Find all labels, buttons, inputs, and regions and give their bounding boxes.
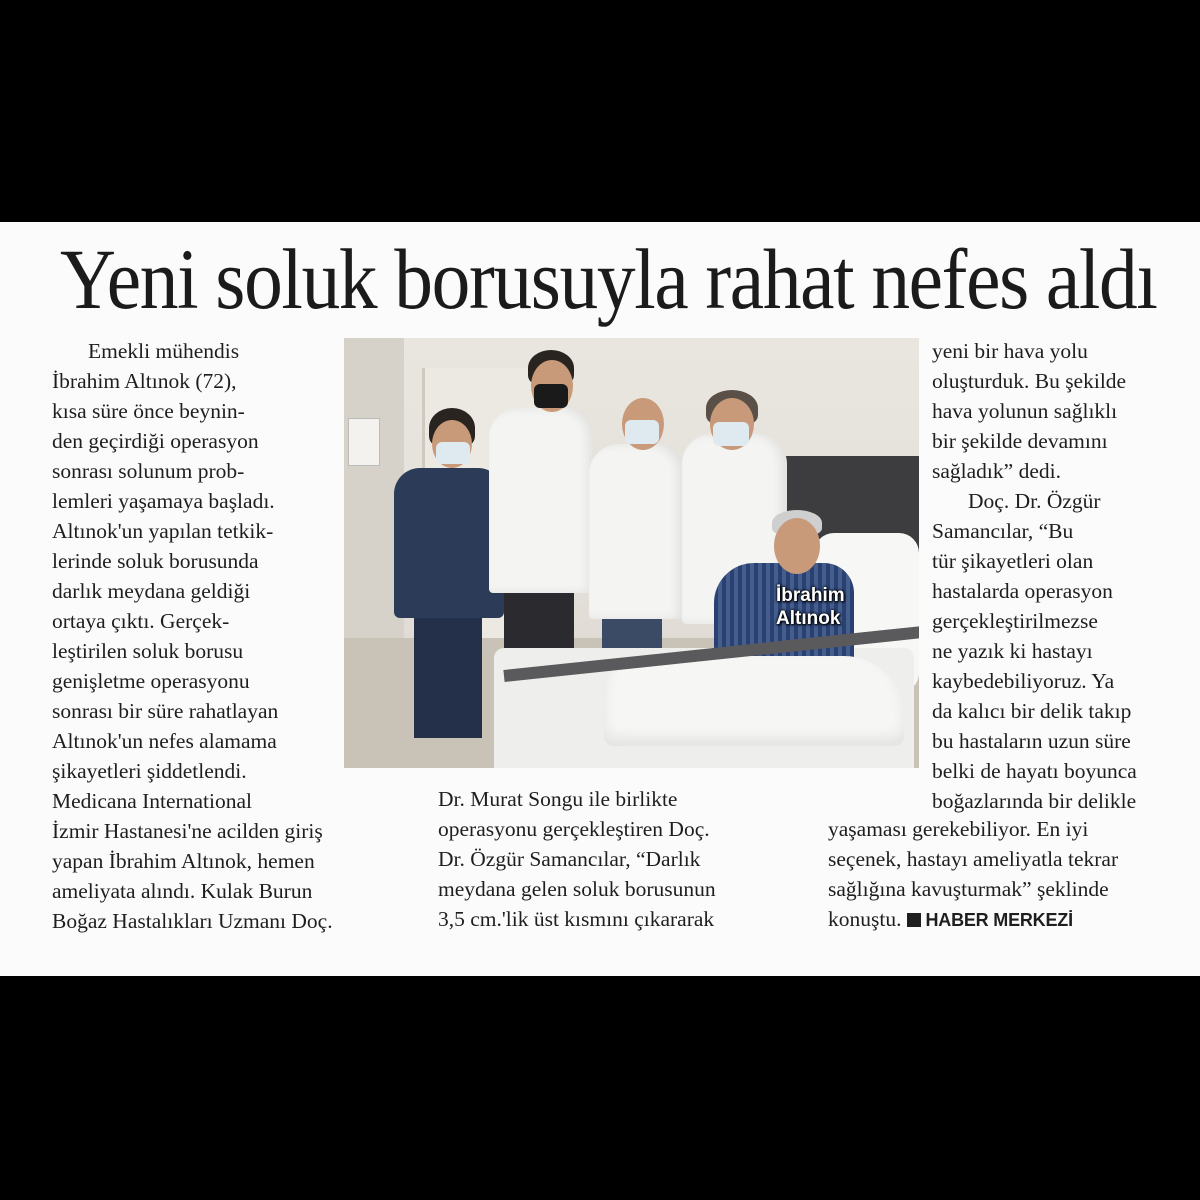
caption-line: İbrahim — [776, 585, 845, 606]
text-line: sonrası solunum prob- — [52, 459, 245, 483]
text-line: sonrası bir süre rahatlayan — [52, 699, 279, 723]
newspaper-clipping — [0, 222, 1200, 976]
text-line: Dr. Özgür Samancılar, “Darlık — [438, 847, 701, 871]
byline: HABER MERKEZİ — [925, 910, 1073, 930]
photo-blanket — [604, 656, 904, 746]
caption-line: Altınok — [776, 608, 841, 629]
text-line: tür şikayetleri olan — [932, 549, 1094, 573]
text-line: Medicana International — [52, 789, 252, 813]
text-line: lemleri yaşamaya başladı. — [52, 489, 275, 513]
text-line: yeni bir hava yolu — [932, 339, 1088, 363]
text-line: Altınok'un nefes alamama — [52, 729, 277, 753]
text-line: sağladık” dedi. — [932, 459, 1061, 483]
text-line: lerinde soluk borusunda — [52, 549, 259, 573]
text-line: İzmir Hastanesi'ne acilden giriş — [52, 819, 323, 843]
text-line: boğazlarında bir delikle — [932, 789, 1137, 813]
article-column-3-continued — [828, 814, 1188, 935]
text-line: yaşaması gerekebiliyor. En iyi — [828, 817, 1089, 841]
photo-caption — [776, 584, 845, 630]
text-line: 3,5 cm.'lik üst kısmını çıkararak — [438, 907, 715, 931]
text-line: belki de hayatı boyunca — [932, 759, 1137, 783]
text-line: ameliyata alındı. Kulak Burun — [52, 879, 313, 903]
article-column-3 — [932, 336, 1182, 816]
text-line: gerçekleştirilmezse — [932, 609, 1098, 633]
text-line: konuştu. — [828, 907, 902, 931]
text-line: bu hastaların uzun süre — [932, 729, 1131, 753]
text-line: operasyonu gerçekleştiren Doç. — [438, 817, 710, 841]
text-line: Boğaz Hastalıkları Uzmanı Doç. — [52, 909, 333, 933]
article-column-2 — [438, 784, 788, 934]
text-line: bir şekilde devamını — [932, 429, 1108, 453]
article-column-1 — [52, 336, 382, 936]
text-line: Samancılar, “Bu — [932, 519, 1074, 543]
text-line: genişletme operasyonu — [52, 669, 250, 693]
text-line: leştirilen soluk borusu — [52, 639, 244, 663]
text-line: kısa süre önce beynin- — [52, 399, 245, 423]
text-line: den geçirdiği operasyon — [52, 429, 259, 453]
article-photo — [344, 338, 919, 768]
text-line: Altınok'un yapılan tetkik- — [52, 519, 274, 543]
text-line: ne yazık ki hastayı — [932, 639, 1093, 663]
headline: Yeni soluk borusuyla rahat nefes aldı — [60, 231, 1157, 327]
text-line: Dr. Murat Songu ile birlikte — [438, 787, 678, 811]
text-line: da kalıcı bir delik takıp — [932, 699, 1132, 723]
text-line: seçenek, hastayı ameliyatla tekrar — [828, 847, 1119, 871]
text-line: sağlığına kavuşturmak” şeklinde — [828, 877, 1109, 901]
text-line: hastalarda operasyon — [932, 579, 1113, 603]
square-bullet-icon — [907, 913, 921, 927]
text-line: İbrahim Altınok (72), — [52, 369, 237, 393]
photo-wall-switch — [348, 418, 380, 466]
text-line: meydana gelen soluk borusunun — [438, 877, 716, 901]
text-line: hava yolunun sağlıklı — [932, 399, 1118, 423]
text-line: Doç. Dr. Özgür — [968, 489, 1101, 513]
text-line: ortaya çıktı. Gerçek- — [52, 609, 230, 633]
text-line: kaybedebiliyoruz. Ya — [932, 669, 1115, 693]
text-line-with-byline — [828, 904, 1188, 935]
text-line: yapan İbrahim Altınok, hemen — [52, 849, 315, 873]
text-line: darlık meydana geldiği — [52, 579, 251, 603]
text-line: Emekli mühendis — [88, 339, 240, 363]
text-line: oluşturduk. Bu şekilde — [932, 369, 1127, 393]
text-line: şikayetleri şiddetlendi. — [52, 759, 247, 783]
